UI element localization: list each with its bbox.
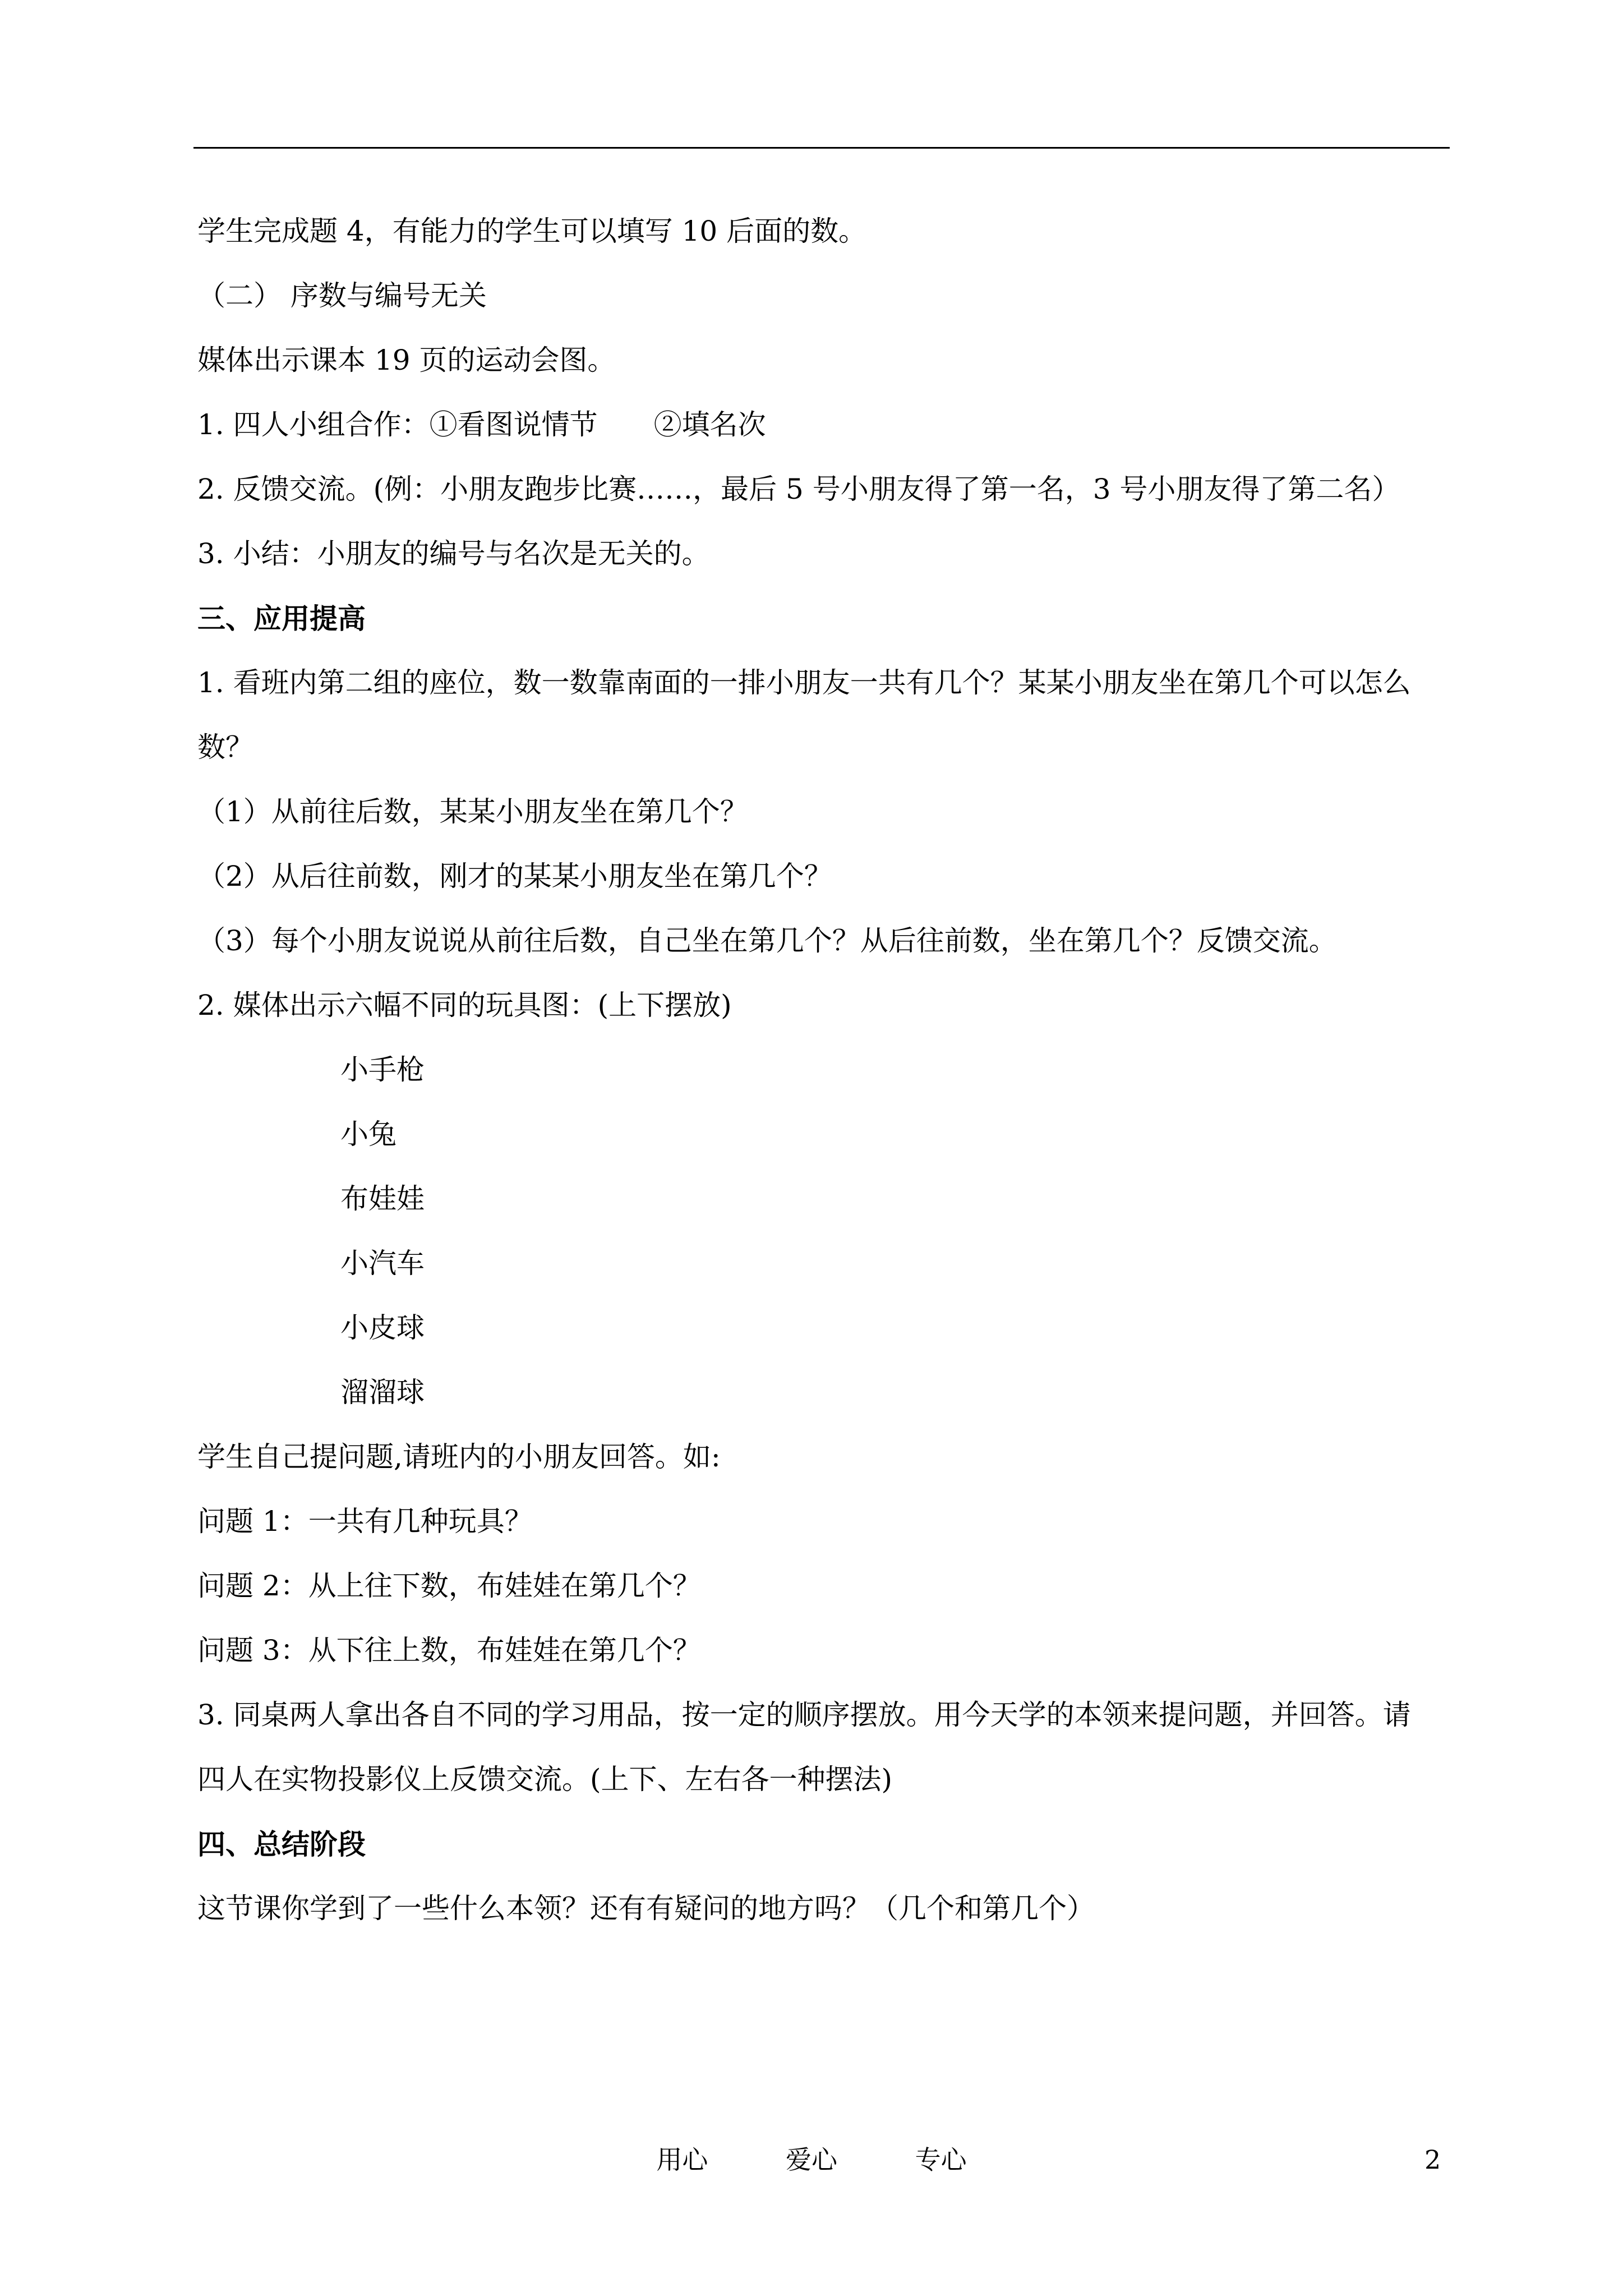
toy-list-item: 小兔 [340,1118,396,1151]
paragraph-line: 媒体出示课本 19 页的运动会图。 [197,344,616,376]
sub-item: （1）从前往后数，某某小朋友坐在第几个？ [197,795,748,828]
numbered-item-text: ②填名次 [653,408,766,441]
paragraph-line: 这节课你学到了一些什么本领？还有有疑问的地方吗？（几个和第几个） [197,1892,1095,1925]
footer-motto-word: 爱心 [786,2145,837,2175]
numbered-item: 3. 小结：小朋友的编号与名次是无关的。 [197,537,710,570]
section-heading: 四、总结阶段 [197,1828,366,1861]
document-body [197,199,1454,1941]
paragraph-line: 学生完成题 4，有能力的学生可以填写 10 后面的数。 [197,215,867,247]
question-line: 问题 2：从上往下数，布娃娃在第几个？ [197,1570,701,1602]
paragraph-line: 数？ [197,731,253,763]
footer-motto-word: 用心 [656,2145,708,2175]
numbered-item: 3. 同桌两人拿出各自不同的学习用品，按一定的顺序摆放。用今天学的本领来提问题，并回答。请 [197,1699,1411,1731]
page-number: 2 [1424,2145,1441,2175]
toy-list-item: 小汽车 [340,1247,425,1280]
numbered-item [197,393,1454,457]
toy-list-item: 小皮球 [340,1312,425,1344]
subsection-heading: （二） 序数与编号无关 [197,279,487,312]
toy-list-item: 溜溜球 [340,1376,425,1409]
sub-item: （2）从后往前数，刚才的某某小朋友坐在第几个？ [197,860,832,892]
section-heading: 三、应用提高 [197,602,366,635]
numbered-item-text: 1. 四人小组合作：①看图说情节 [197,408,598,441]
header-rule [193,147,1450,149]
question-line: 问题 1：一共有几种玩具？ [197,1505,533,1538]
numbered-item: 2. 媒体出示六幅不同的玩具图：(上下摆放) [197,989,732,1022]
toy-list-item: 小手枪 [340,1053,425,1086]
question-line: 问题 3：从下往上数，布娃娃在第几个？ [197,1634,701,1667]
paragraph-line: 学生自己提问题,请班内的小朋友回答。如: [197,1441,721,1473]
footer-motto-word: 专心 [915,2145,967,2175]
paragraph-line: 四人在实物投影仪上反馈交流。(上下、左右各一种摆法) [197,1763,893,1796]
toy-list-item: 布娃娃 [340,1182,425,1215]
numbered-item: 2. 反馈交流。(例：小朋友跑步比赛……，最后 5 号小朋友得了第一名，3 号小朋友得了第二名） [197,473,1400,505]
numbered-item: 1. 看班内第二组的座位，数一数靠南面的一排小朋友一共有几个？某某小朋友坐在第几个可以怎么 [197,666,1411,699]
footer-motto [0,2143,1623,2177]
sub-item: （3）每个小朋友说说从前往后数，自己坐在第几个？从后往前数，坐在第几个？反馈交流。 [197,924,1337,957]
